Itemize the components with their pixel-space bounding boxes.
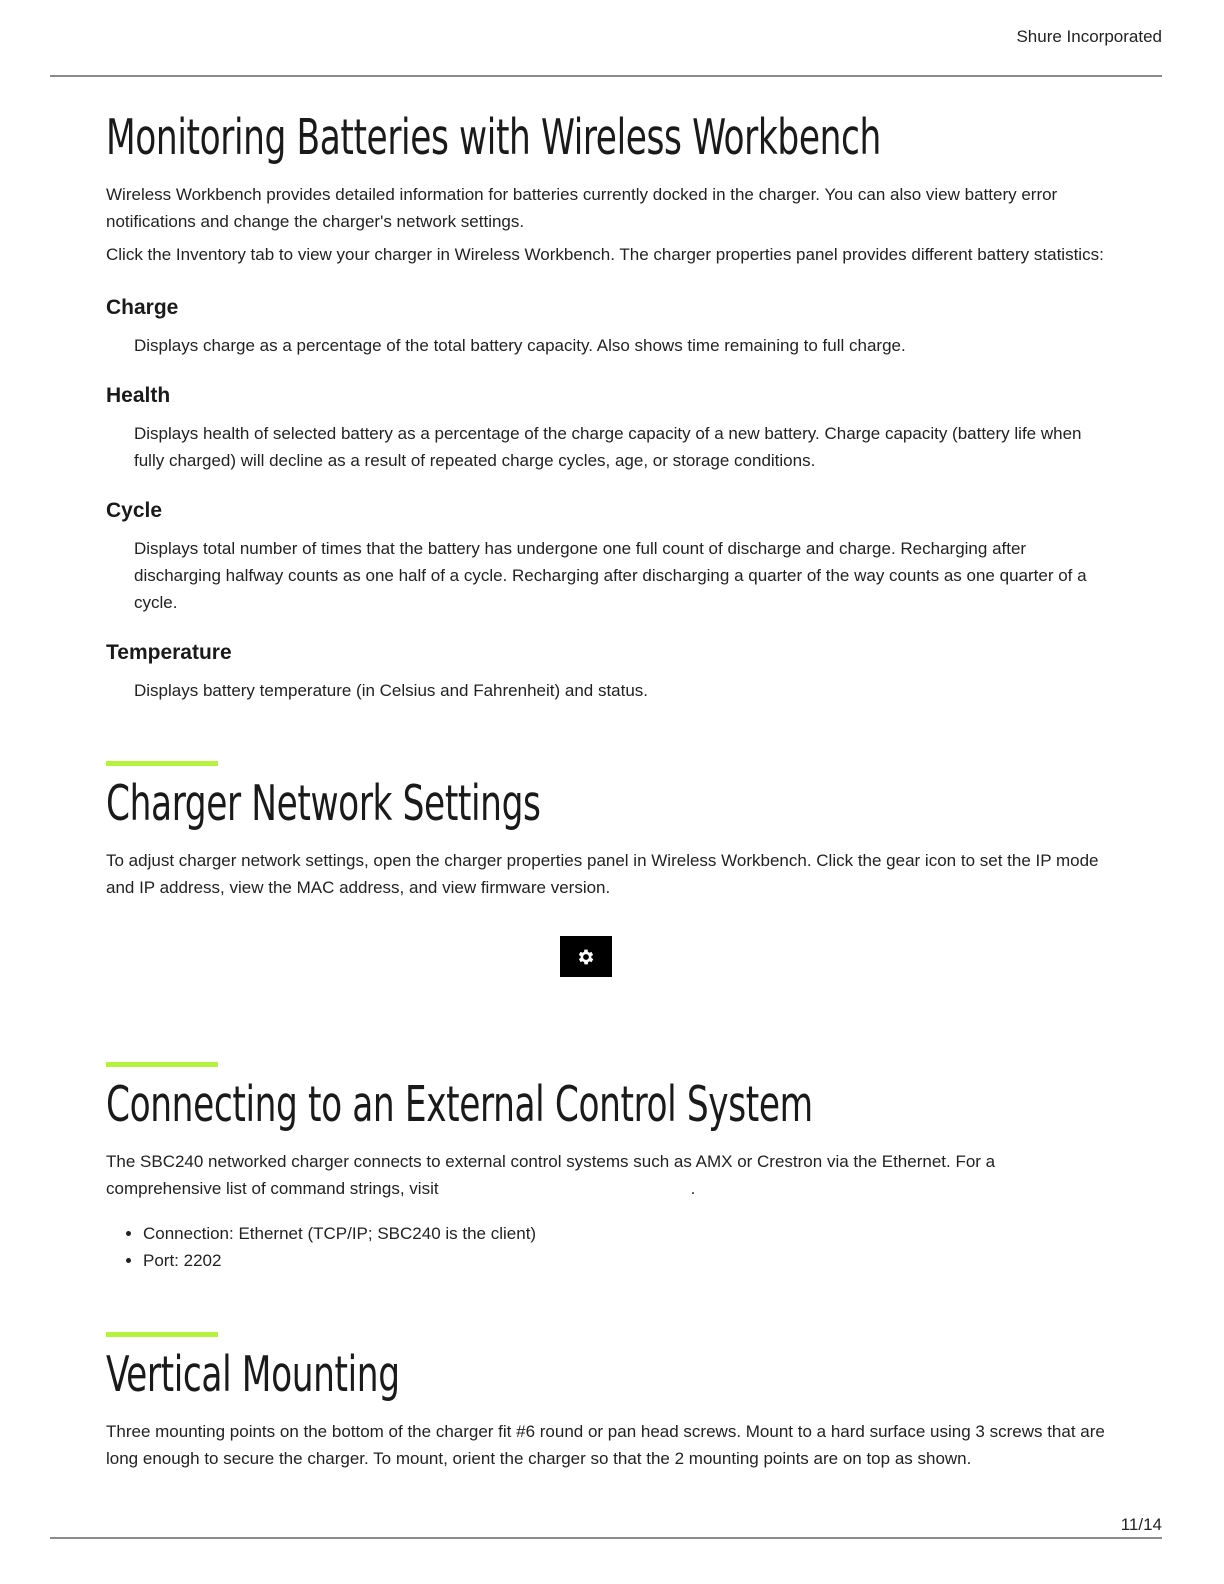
external-control-period: .: [690, 1179, 696, 1198]
section-title-vertical-mounting: Vertical Mounting: [106, 1346, 400, 1403]
external-control-text: The SBC240 networked charger connects to external control systems such as AMX or Crestron via the Ethernet. For a comprehensive list of command strings, visit: [106, 1152, 996, 1198]
section-accent-bar: [106, 1332, 218, 1337]
list-item: • Port: 2202: [143, 1247, 1106, 1274]
definition-health: Displays health of selected battery as a percentage of the charge capacity of a new battery. Charge capacity (battery life when fully charged) will decline as a result of repeated charge cycles, age, or storage conditions.: [134, 424, 1082, 470]
section-title-network-settings: Charger Network Settings: [106, 775, 541, 832]
term-health: Health: [106, 384, 171, 407]
batteries-inventory-paragraph: Click the Inventory tab to view your charger in Wireless Workbench. The charger properties panel provides different battery statistics:: [106, 245, 1104, 264]
term-temperature: Temperature: [106, 641, 232, 664]
section-vertical-mounting: [106, 1332, 1106, 1472]
definition-cycle: Displays total number of times that the battery has undergone one full count of discharge and charge. Recharging after discharging halfway counts as one half of a cycle. Recharging after discharging a quarter of the way counts as one quarter of a cycle.: [134, 539, 1087, 612]
header-company-name: Shure Incorporated: [1016, 27, 1162, 46]
footer-divider: [50, 1537, 1162, 1539]
section-accent-bar: [106, 761, 218, 766]
vertical-mounting-paragraph: Three mounting points on the bottom of the charger fit #6 round or pan head screws. Mount to a hard surface using 3 screws that are long enough to secure the charger. To mount, orient the charger so that the 2 mounting points are on top as shown.: [106, 1422, 1105, 1468]
section-title-external-control: Connecting to an External Control System: [106, 1076, 813, 1133]
term-charge: Charge: [106, 296, 179, 319]
list-item: • Connection: Ethernet (TCP/IP; SBC240 is the client): [143, 1220, 1106, 1247]
gear-button[interactable]: [560, 936, 612, 977]
section-external-control: [106, 1062, 1106, 1274]
page-number: 11/14: [1120, 1515, 1162, 1534]
external-control-paragraph: [106, 1148, 1106, 1202]
external-control-list: [106, 1220, 1106, 1274]
definition-charge: Displays charge as a percentage of the total battery capacity. Also shows time remaining to full charge.: [134, 336, 906, 355]
header-divider: [50, 75, 1162, 77]
term-cycle: Cycle: [106, 499, 163, 522]
section-title-monitoring-batteries: Monitoring Batteries with Wireless Workbench: [106, 109, 881, 166]
section-monitoring-batteries: [106, 106, 1106, 704]
batteries-intro-paragraph: Wireless Workbench provides detailed information for batteries currently docked in the charger. You can also view battery error notifications and change the charger's network settings.: [106, 185, 1058, 231]
gear-icon: [576, 947, 596, 967]
section-accent-bar: [106, 1062, 218, 1067]
page-content: [106, 100, 1106, 1472]
definition-temperature: Displays battery temperature (in Celsius and Fahrenheit) and status.: [134, 681, 649, 700]
section-charger-network-settings: [106, 761, 1106, 977]
network-settings-paragraph: To adjust charger network settings, open the charger properties panel in Wireless Workbench. Click the gear icon to set the IP mode and IP address, view the MAC address, and view firmware version.: [106, 851, 1099, 897]
